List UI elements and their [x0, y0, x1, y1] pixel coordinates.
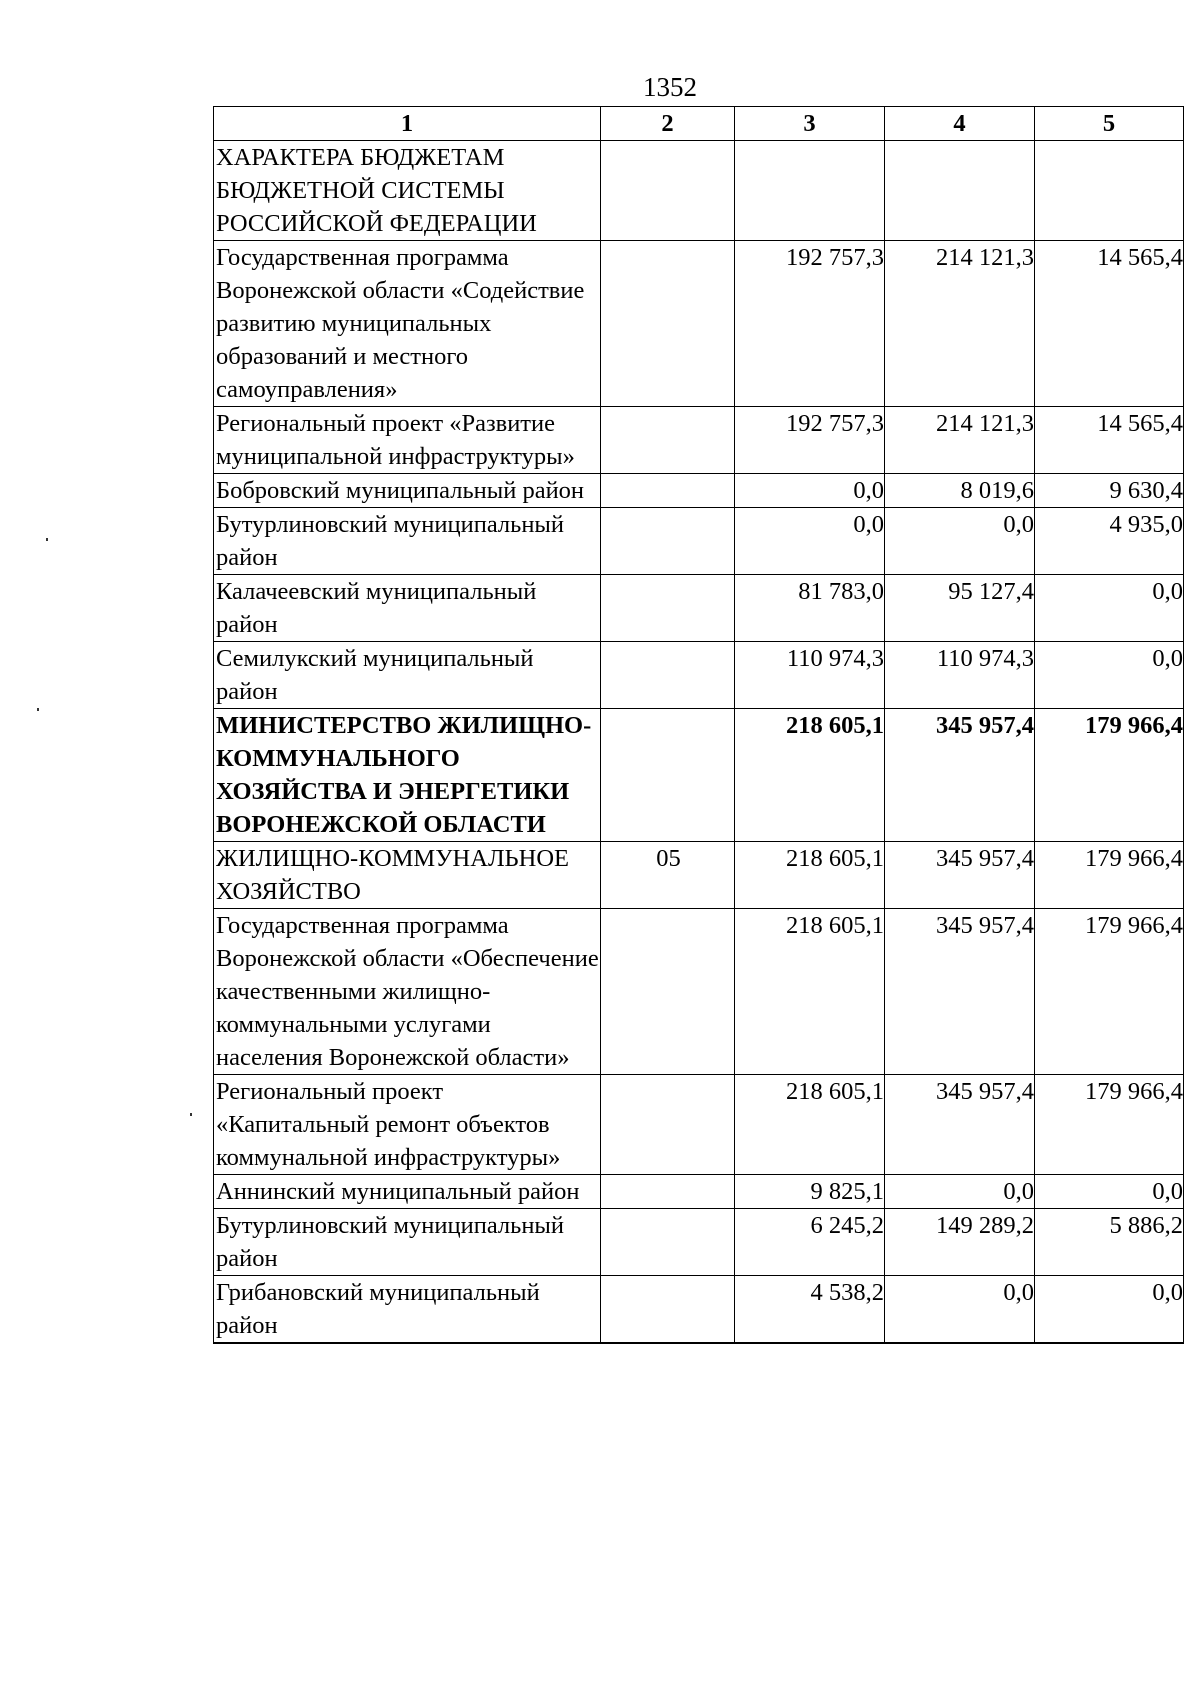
row-value-5	[1035, 141, 1184, 241]
row-value-4: 0,0	[885, 508, 1035, 575]
row-code	[601, 642, 735, 709]
row-value-4	[885, 1343, 1035, 1344]
table-row	[214, 909, 1184, 1075]
row-name: Региональный проект «Развитие муниципальной инфраструктуры»	[214, 407, 601, 474]
row-code	[601, 474, 735, 508]
row-name: ХАРАКТЕРА БЮДЖЕТАМ БЮДЖЕТНОЙ СИСТЕМЫ РОССИЙСКОЙ ФЕДЕРАЦИИ	[214, 141, 601, 241]
row-value-3: 81 783,0	[735, 575, 885, 642]
row-value-4: 110 974,3	[885, 642, 1035, 709]
row-name: МИНИСТЕРСТВО ЖИЛИЩНО-КОММУНАЛЬНОГО ХОЗЯЙСТВА И ЭНЕРГЕТИКИ ВОРОНЕЖСКОЙ ОБЛАСТИ	[214, 709, 601, 842]
column-header-4: 4	[885, 107, 1035, 141]
row-value-4: 345 957,4	[885, 909, 1035, 1075]
row-code	[601, 1209, 735, 1276]
row-value-5: 0,0	[1035, 575, 1184, 642]
row-name: Государственная программа Воронежской области «Содействие развитию муниципальных образований и местного самоуправления»	[214, 241, 601, 407]
row-code	[601, 909, 735, 1075]
row-name: Бутурлиновский муниципальный район	[214, 508, 601, 575]
row-value-3: 0,0	[735, 508, 885, 575]
table-row	[214, 575, 1184, 642]
table-row	[214, 141, 1184, 241]
row-value-3: 192 757,3	[735, 241, 885, 407]
row-code	[601, 1175, 735, 1209]
row-code	[601, 141, 735, 241]
table-row	[214, 474, 1184, 508]
column-header-5: 5	[1035, 107, 1184, 141]
table-header-row	[214, 107, 1184, 141]
row-code	[601, 1343, 735, 1344]
row-value-4: 345 957,4	[885, 842, 1035, 909]
row-name: Грибановский муниципальный район	[214, 1276, 601, 1343]
row-value-4	[885, 141, 1035, 241]
row-code	[601, 407, 735, 474]
page-number: 1352	[643, 72, 697, 102]
row-value-5: 179 966,4	[1035, 709, 1184, 842]
row-code: 05	[601, 842, 735, 909]
column-header-3: 3	[735, 107, 885, 141]
table-row	[214, 508, 1184, 575]
table-row	[214, 842, 1184, 909]
row-value-4: 345 957,4	[885, 709, 1035, 842]
row-value-5: 0,0	[1035, 642, 1184, 709]
row-value-3	[735, 141, 885, 241]
row-name: ЖИЛИЩНО-КОММУНАЛЬНОЕ ХОЗЯЙСТВО	[214, 842, 601, 909]
row-value-3: 218 605,1	[735, 842, 885, 909]
row-value-3: 192 757,3	[735, 407, 885, 474]
row-value-5: 14 565,4	[1035, 407, 1184, 474]
row-value-5: 9 630,4	[1035, 474, 1184, 508]
table-row	[214, 1175, 1184, 1209]
row-name	[214, 1343, 601, 1344]
table-row-ministry	[214, 709, 1184, 842]
row-code	[601, 709, 735, 842]
row-code	[601, 1276, 735, 1343]
table-row	[214, 642, 1184, 709]
row-name: Бобровский муниципальный район	[214, 474, 601, 508]
budget-table	[213, 106, 1184, 1344]
table-body	[214, 141, 1184, 1344]
row-value-5: 4 935,0	[1035, 508, 1184, 575]
scan-speck	[46, 538, 48, 541]
row-name: Бутурлиновский муниципальный район	[214, 1209, 601, 1276]
column-header-1: 1	[214, 107, 601, 141]
row-value-5	[1035, 1343, 1184, 1344]
table-row	[214, 1343, 1184, 1344]
row-value-5: 14 565,4	[1035, 241, 1184, 407]
row-name: Аннинский муниципальный район	[214, 1175, 601, 1209]
column-header-2: 2	[601, 107, 735, 141]
row-value-5: 179 966,4	[1035, 842, 1184, 909]
scan-speck	[37, 708, 39, 711]
row-code	[601, 508, 735, 575]
table-row	[214, 241, 1184, 407]
row-value-4: 8 019,6	[885, 474, 1035, 508]
row-value-5: 179 966,4	[1035, 909, 1184, 1075]
scan-speck	[190, 1113, 192, 1116]
row-name: Региональный проект «Капитальный ремонт объектов коммунальной инфраструктуры»	[214, 1075, 601, 1175]
row-value-3: 218 605,1	[735, 709, 885, 842]
row-value-5: 179 966,4	[1035, 1075, 1184, 1175]
row-value-3: 4 538,2	[735, 1276, 885, 1343]
row-value-5: 0,0	[1035, 1175, 1184, 1209]
row-value-3: 9 825,1	[735, 1175, 885, 1209]
row-name: Калачеевский муниципальный район	[214, 575, 601, 642]
row-name: Государственная программа Воронежской области «Обеспечение качественными жилищно-коммунальными услугами населения Воронежской области»	[214, 909, 601, 1075]
row-name: Семилукский муниципальный район	[214, 642, 601, 709]
row-value-4: 345 957,4	[885, 1075, 1035, 1175]
row-value-3	[735, 1343, 885, 1344]
row-value-3: 218 605,1	[735, 1075, 885, 1175]
row-value-5: 0,0	[1035, 1276, 1184, 1343]
row-value-5: 5 886,2	[1035, 1209, 1184, 1276]
row-value-3: 0,0	[735, 474, 885, 508]
table-row	[214, 1209, 1184, 1276]
row-value-4: 95 127,4	[885, 575, 1035, 642]
row-value-3: 110 974,3	[735, 642, 885, 709]
row-value-3: 218 605,1	[735, 909, 885, 1075]
row-value-3: 6 245,2	[735, 1209, 885, 1276]
row-code	[601, 1075, 735, 1175]
row-value-4: 214 121,3	[885, 407, 1035, 474]
table-row	[214, 407, 1184, 474]
row-value-4: 214 121,3	[885, 241, 1035, 407]
row-value-4: 149 289,2	[885, 1209, 1035, 1276]
table-row	[214, 1276, 1184, 1343]
row-value-4: 0,0	[885, 1276, 1035, 1343]
row-code	[601, 241, 735, 407]
row-value-4: 0,0	[885, 1175, 1035, 1209]
table-row	[214, 1075, 1184, 1175]
row-code	[601, 575, 735, 642]
